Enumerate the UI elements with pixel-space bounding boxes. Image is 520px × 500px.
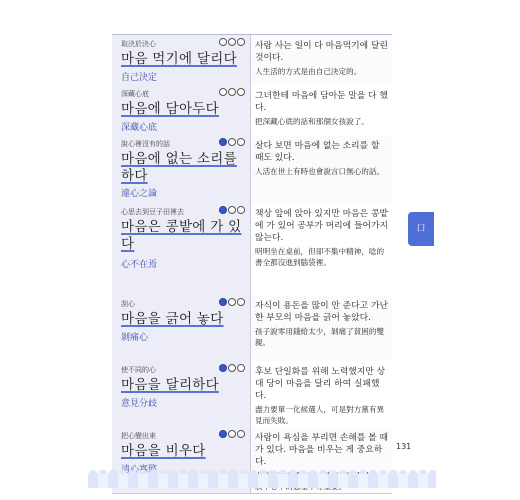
rating-circle — [237, 298, 245, 306]
rating-circle — [228, 138, 236, 146]
rating-circle — [219, 38, 227, 46]
rating-circle-filled — [219, 364, 227, 372]
example-chinese: 人活在世上有時也會說言口無心的話。 — [255, 167, 385, 176]
difficulty-rating — [219, 206, 245, 214]
literal-meaning: 深藏心底 — [121, 90, 149, 98]
example-chinese: 孩子說零用錢給太少，剝痛了貧困的雙親。 — [255, 327, 385, 347]
rating-circle — [237, 206, 245, 214]
entry-example-cell — [251, 203, 392, 295]
example-chinese: 把深藏心底的話和那個女孩說了。 — [255, 117, 369, 126]
idiom-headword: 마음에 없는 소리를 하다 — [121, 151, 237, 184]
entry-example-cell — [251, 35, 392, 85]
literal-meaning: 使不同的心 — [121, 366, 156, 374]
rating-circle — [237, 430, 245, 438]
literal-meaning: 刮心 — [121, 300, 135, 308]
dictionary-page — [112, 34, 392, 467]
idiom-hanja: 違心之論 — [121, 189, 158, 199]
example-korean: 그녀한테 마음에 담아둔 말을 다 했다. — [255, 91, 388, 113]
entry-headword-cell — [112, 361, 251, 427]
idiom-hanja: 心不在焉 — [121, 260, 158, 270]
entry — [112, 35, 392, 86]
idiom-headword: 마음을 비우다 — [121, 443, 206, 459]
idiom-headword: 마음을 긁어 놓다 — [121, 311, 224, 327]
entry — [112, 295, 392, 362]
difficulty-rating — [219, 38, 245, 46]
rating-circle — [237, 364, 245, 372]
difficulty-rating — [219, 430, 245, 438]
rating-circle-filled — [219, 298, 227, 306]
idiom-hanja: 深藏心底 — [121, 123, 158, 133]
idiom-hanja: 剝痛心 — [121, 333, 149, 343]
rating-circle — [228, 88, 236, 96]
literal-meaning: 心思去到豆子田裡去 — [121, 208, 184, 216]
example-korean: 사람이 욕심을 부리면 손해를 볼 때가 있다. 마음을 비우는 게 중요하다. — [255, 433, 388, 467]
rating-circle — [228, 364, 236, 372]
rating-circle-filled — [219, 138, 227, 146]
literal-meaning: 取決於決心 — [121, 40, 156, 48]
rating-circle — [237, 138, 245, 146]
decorative-footer-band — [88, 474, 436, 488]
entry-example-cell — [251, 295, 392, 361]
idiom-headword: 마음 먹기에 달리다 — [121, 51, 237, 67]
rating-circle-filled — [219, 430, 227, 438]
example-chinese: 人生活的方式是由自己決定的。 — [255, 67, 362, 76]
rating-circle — [219, 88, 227, 96]
rating-circle — [237, 38, 245, 46]
rating-circle — [228, 206, 236, 214]
entry-headword-cell — [112, 295, 251, 361]
entry — [112, 85, 392, 136]
literal-meaning: 把心變出來 — [121, 432, 156, 440]
idiom-headword: 마음을 달리하다 — [121, 377, 219, 393]
example-korean: 자식이 용돈을 많이 안 준다고 가난한 부모의 마음을 긁어 놓았다. — [255, 301, 388, 323]
difficulty-rating — [219, 364, 245, 372]
idiom-hanja: 自己決定 — [121, 73, 158, 83]
entry-headword-cell — [112, 85, 251, 135]
entry — [112, 135, 392, 204]
entry-headword-cell — [112, 135, 251, 203]
rating-circle — [228, 430, 236, 438]
idiom-headword: 마음은 콩밭에 가 있다 — [121, 219, 242, 252]
entry-headword-cell — [112, 203, 251, 295]
example-chinese: 明明坐在桌前，但卻不集中精神，唸的書全都沒進到腦袋裡。 — [255, 247, 385, 267]
example-chinese: 盡力要單一化候選人，可是對方黨有異見而失敗。 — [255, 405, 385, 425]
difficulty-rating — [219, 298, 245, 306]
section-tab[interactable]: 口 — [408, 212, 434, 246]
literal-meaning: 說心裡沒有的話 — [121, 140, 170, 148]
entry — [112, 203, 392, 296]
example-korean: 사람 사는 일이 다 마음먹기에 달린 것이다. — [255, 41, 388, 63]
rating-circle — [228, 38, 236, 46]
idiom-hanja: 意見分歧 — [121, 399, 158, 409]
idiom-headword: 마음에 담아두다 — [121, 101, 219, 117]
entry-example-cell — [251, 85, 392, 135]
entry — [112, 361, 392, 428]
example-korean: 살다 보면 마음에 없는 소리를 할 때도 있다. — [255, 141, 380, 163]
example-korean: 책상 앞에 앉아 있지만 마음은 콩밭에 가 있어 공부가 머리에 들어가지 않는다. — [255, 209, 388, 243]
entry-headword-cell — [112, 35, 251, 85]
difficulty-rating — [219, 88, 245, 96]
difficulty-rating — [219, 138, 245, 146]
page-number: 131 — [396, 442, 412, 451]
rating-circle-filled — [219, 206, 227, 214]
rating-circle — [237, 88, 245, 96]
entry-example-cell — [251, 361, 392, 427]
entry-example-cell — [251, 135, 392, 203]
rating-circle — [228, 298, 236, 306]
example-korean: 후보 단일화를 위해 노력했지만 상대 당이 마음을 달리 하여 실패했다. — [255, 367, 386, 401]
